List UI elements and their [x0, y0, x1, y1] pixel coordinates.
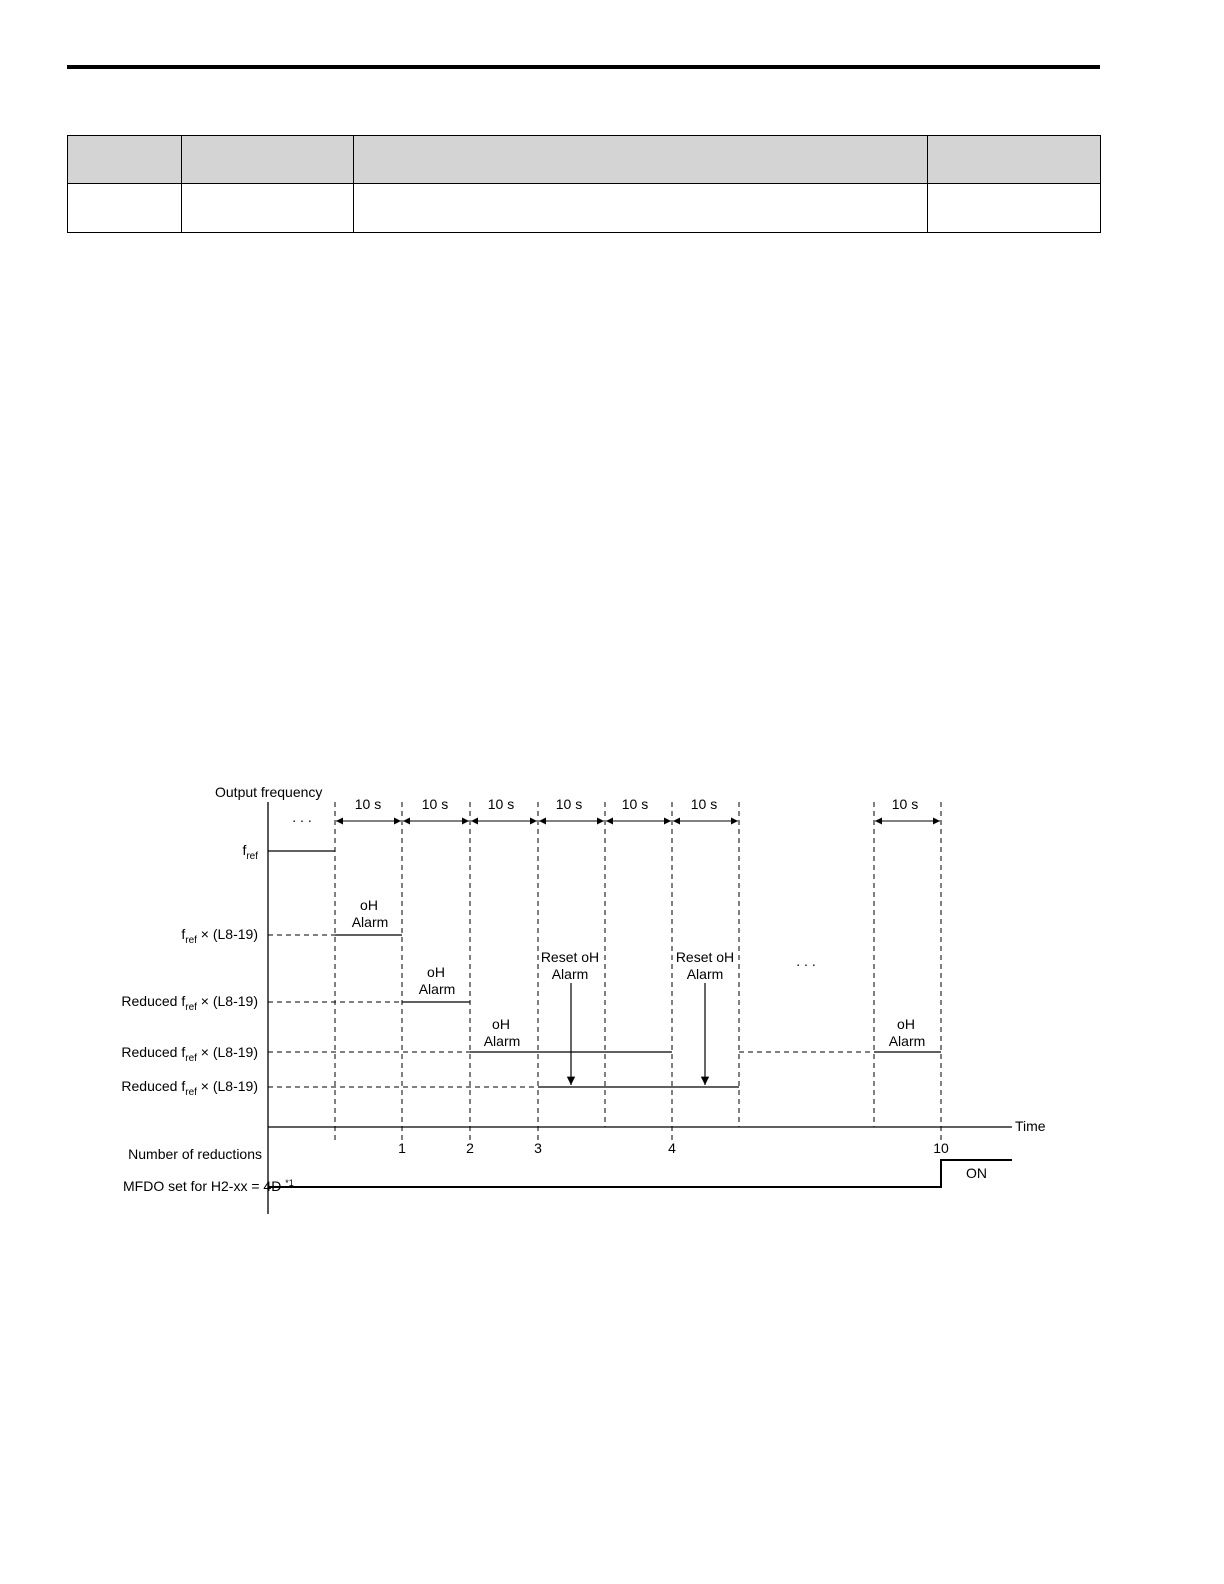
table-header-cell	[928, 136, 1101, 184]
interval-label: 10 s	[891, 796, 919, 812]
y-axis-label: Output frequency	[215, 784, 323, 800]
alarm-label: oH Alarm	[418, 964, 456, 997]
ellipsis: . . .	[292, 809, 312, 825]
alarm-label: Reset oH Alarm	[675, 949, 735, 982]
level-labels	[121, 842, 258, 1098]
reduction-count: 4	[668, 1140, 676, 1156]
x-axis-label: Time	[1015, 1118, 1046, 1134]
mfdo-label: MFDO set for H2-xx = 4D $^{*1}$	[123, 1178, 294, 1194]
table-cell	[182, 184, 354, 233]
table-row	[68, 184, 1101, 233]
level-label: $f_{ref}$	[242, 842, 258, 862]
interval-label: 10 s	[555, 796, 583, 812]
interval-label: 10 s	[621, 796, 649, 812]
on-label: ON	[966, 1165, 987, 1181]
alarm-label: oH Alarm	[888, 1016, 926, 1049]
parameter-table	[67, 135, 1101, 233]
level-label: Reduced $f_{ref} \times (L8-19)$	[121, 1078, 258, 1098]
alarm-label: oH Alarm	[351, 897, 389, 930]
reduction-count: 1	[398, 1140, 406, 1156]
interval-boundaries	[335, 802, 941, 1140]
reduction-count: 10	[933, 1140, 949, 1156]
table-header-row	[68, 136, 1101, 184]
level-label: Reduced $f_{ref} \times (L8-19)$	[121, 993, 258, 1013]
interval-label: 10 s	[487, 796, 515, 812]
ellipsis: . . .	[796, 953, 816, 969]
table-header-cell	[354, 136, 928, 184]
reduction-counts	[398, 1140, 949, 1156]
reduction-count: 3	[534, 1140, 542, 1156]
mfdo-signal	[268, 1160, 1012, 1187]
interval-labels	[355, 796, 918, 812]
table-cell	[68, 184, 182, 233]
level-label: $f_{ref} \times (L8-19)$	[181, 926, 258, 946]
alarm-label: oH Alarm	[483, 1016, 521, 1049]
alarm-label: Reset oH Alarm	[540, 949, 600, 982]
table-cell	[928, 184, 1101, 233]
top-rule	[67, 65, 1100, 69]
table-header-cell	[182, 136, 354, 184]
table-header-cell	[68, 136, 182, 184]
interval-label: 10 s	[354, 796, 382, 812]
table-cell	[354, 184, 928, 233]
timing-diagram	[0, 770, 1224, 1230]
reduction-count: 2	[466, 1140, 474, 1156]
reductions-label: Number of reductions	[128, 1146, 262, 1162]
alarm-labels	[352, 897, 926, 1049]
level-label: Reduced $f_{ref} \times (L8-19)$	[121, 1044, 258, 1064]
interval-label: 10 s	[690, 796, 718, 812]
interval-label: 10 s	[421, 796, 449, 812]
